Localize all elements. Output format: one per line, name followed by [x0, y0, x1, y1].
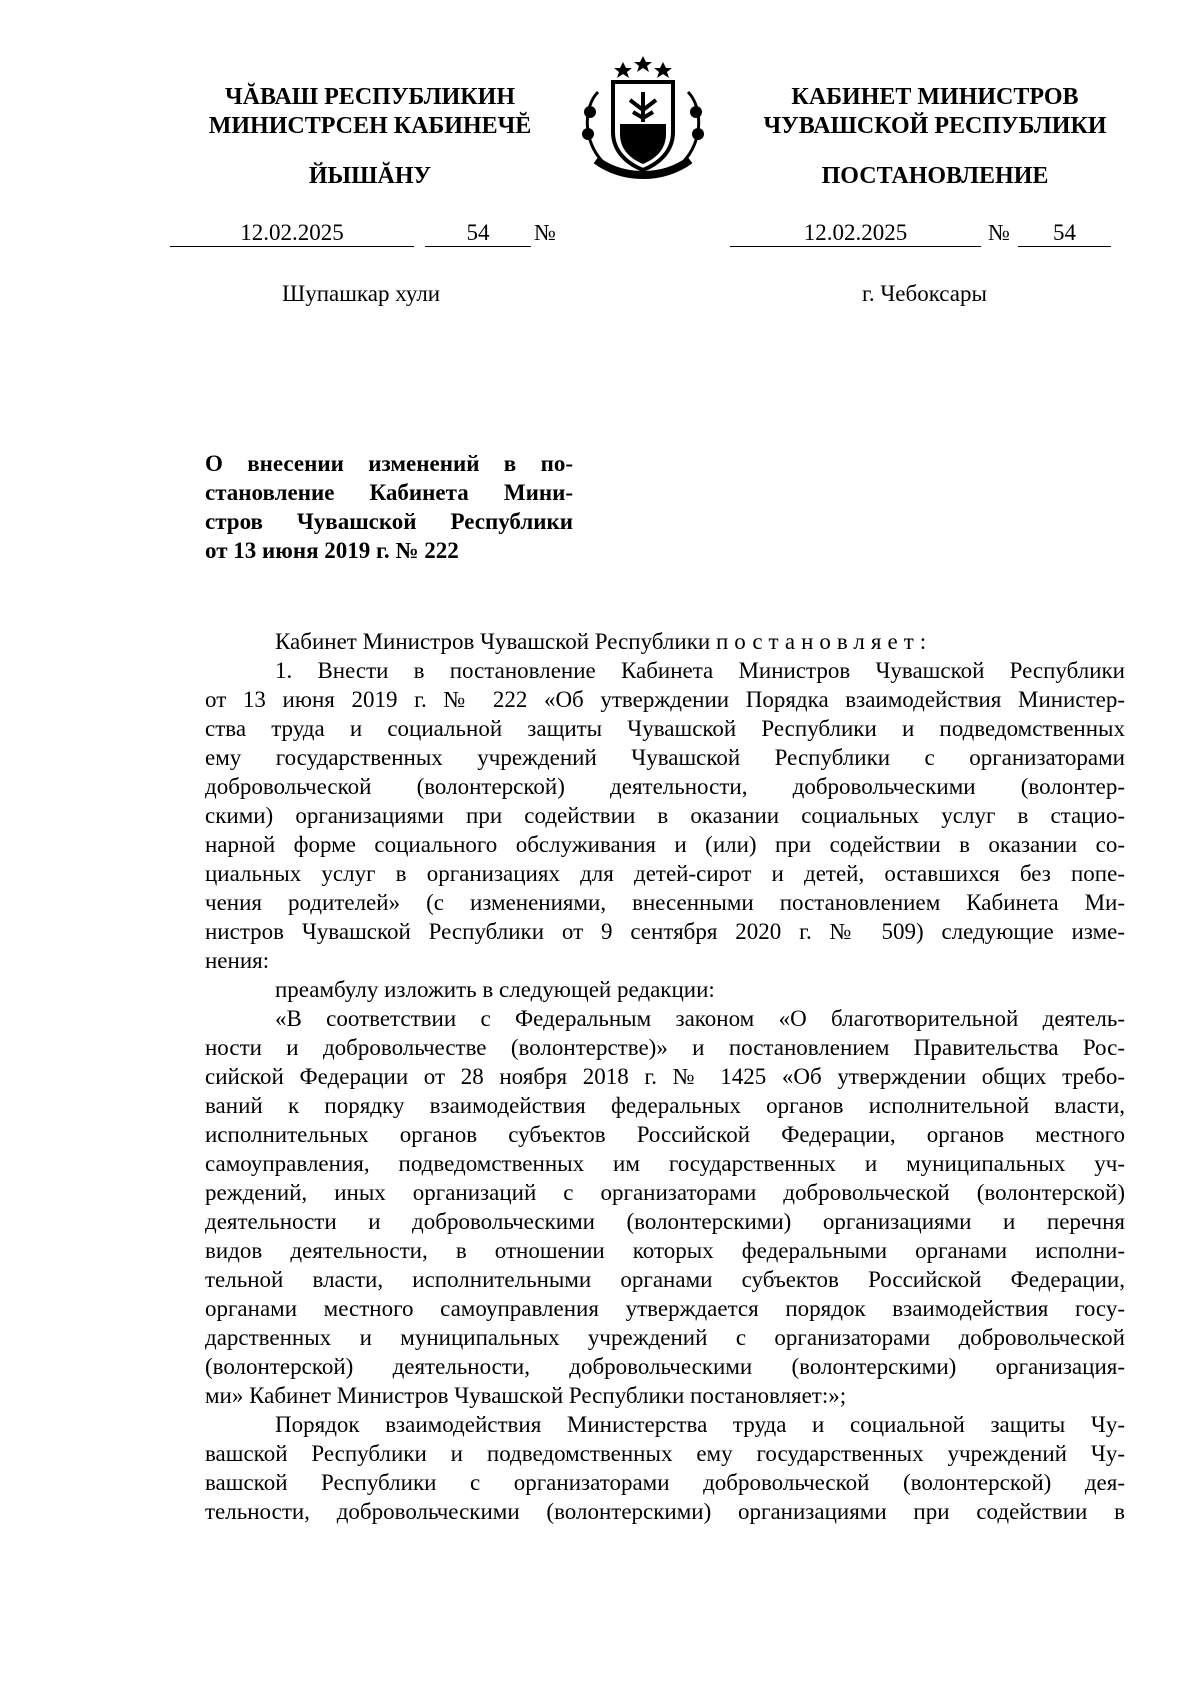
right-org-line-1: КАБИНЕТ МИНИСТРОВ: [791, 84, 1079, 110]
subject-line: от 13 июня 2019 г. № 222: [205, 538, 459, 563]
left-date-field: [170, 220, 414, 248]
intro-text: Кабинет Министров Чувашской Республики: [275, 629, 716, 654]
body-line: видов деятельности, в отношении которых федеральными органами исполни-: [205, 1238, 1125, 1263]
left-number-sign: №: [534, 220, 556, 245]
left-doc-type: ЙЫШĂНУ: [308, 163, 432, 189]
body-line: вашской Республики с организаторами добровольческой (волонтерской) дея-: [205, 1470, 1125, 1495]
body-line: деятельности и добровольческими (волонтерскими) организациями и перечня: [205, 1209, 1125, 1234]
body-line: преамбулу изложить в следующей редакции:: [275, 977, 715, 1002]
left-number-field: [425, 220, 531, 248]
body-line: сийской Федерации от 28 ноября 2018 г. № 1425 «Об утверждении общих требо-: [205, 1064, 1125, 1089]
right-number-field: [1018, 220, 1111, 248]
right-place: г. Чебоксары: [862, 281, 987, 306]
intro-verb: постановляет:: [715, 629, 933, 654]
subject-line: О внесении изменений в по-: [205, 451, 573, 476]
right-number-sign: №: [988, 220, 1010, 245]
body-line: исполнительных органов субъектов Российской Федерации, органов местного: [205, 1122, 1125, 1147]
subject-line: становление Кабинета Мини-: [205, 480, 573, 505]
body-line: ности и добровольчестве (волонтерстве)» и постановлением Правительства Рос-: [205, 1035, 1125, 1060]
right-org-line-2: ЧУВАШСКОЙ РЕСПУБЛИКИ: [763, 113, 1107, 139]
body-line: (волонтерской) деятельности, добровольческими (волонтерскими) организация-: [205, 1354, 1125, 1379]
body-line: ми» Кабинет Министров Чувашской Республики постановляет:»;: [205, 1383, 847, 1408]
left-org-name: [160, 83, 580, 141]
coat-of-arms-emblem: [568, 52, 718, 182]
body-line: нения:: [205, 948, 270, 973]
subject-line: стров Чувашской Республики: [205, 509, 573, 534]
left-date: 12.02.2025: [170, 220, 414, 247]
body-line: ему государственных учреждений Чувашской Республики с организаторами: [205, 745, 1125, 770]
body-line: ства труда и социальной защиты Чувашской Республики и подведомственных: [205, 716, 1125, 741]
body-line: ваний к порядку взаимодействия федеральных органов исполнительной власти,: [205, 1093, 1125, 1118]
body-line: «В соответствии с Федеральным законом «О благотворительной деятель-: [275, 1006, 1125, 1031]
right-number: 54: [1018, 220, 1111, 247]
left-org-line-2: МИНИСТРСЕН КАБИНЕЧĔ: [208, 113, 532, 139]
left-place: Шупашкар хули: [282, 281, 441, 306]
body-line: тельности, добровольческими (волонтерскими) организациями при содействии в: [205, 1499, 1125, 1524]
right-date: 12.02.2025: [730, 220, 981, 247]
right-org-name: [720, 83, 1150, 141]
intro-line: [205, 627, 1125, 656]
document-body: [205, 627, 1125, 1526]
body-line: чения родителей» (с изменениями, внесенными постановлением Кабинета Ми-: [205, 890, 1125, 915]
body-line: 1. Внести в постановление Кабинета Министров Чувашской Республики: [275, 658, 1125, 683]
body-line: циальных услуг в организациях для детей-сирот и детей, оставшихся без попе-: [205, 861, 1125, 886]
body-line: Порядок взаимодействия Министерства труда и социальной защиты Чу-: [275, 1412, 1125, 1437]
body-line: реждений, иных организаций с организаторами добровольческой (волонтерской): [205, 1180, 1125, 1205]
body-line: вашской Республики и подведомственных ему государственных учреждений Чу-: [205, 1441, 1125, 1466]
right-date-field: [730, 220, 981, 248]
body-line: добровольческой (волонтерской) деятельности, добровольческими (волонтер-: [205, 774, 1125, 799]
document-subject: [205, 449, 573, 565]
body-line: нарной форме социального обслуживания и (или) при содействии в оказании со-: [205, 832, 1125, 857]
body-line: самоуправления, подведомственных им государственных и муниципальных уч-: [205, 1151, 1125, 1176]
body-lines: [205, 656, 1125, 1526]
right-doc-type: ПОСТАНОВЛЕНИЕ: [821, 163, 1049, 189]
body-line: органами местного самоуправления утверждается порядок взаимодействия госу-: [205, 1296, 1125, 1321]
body-line: нистров Чувашской Республики от 9 сентября 2020 г. № 509) следующие изме-: [205, 919, 1125, 944]
left-org-line-1: ЧĂВАШ РЕСПУБЛИКИН: [225, 84, 515, 110]
body-line: скими) организациями при содействии в оказании социальных услуг в стацио-: [205, 803, 1125, 828]
body-line: дарственных и муниципальных учреждений с организаторами добровольческой: [205, 1325, 1125, 1350]
body-line: от 13 июня 2019 г. № 222 «Об утверждении Порядка взаимодействия Министер-: [205, 687, 1125, 712]
body-line: тельной власти, исполнительными органами субъектов Российской Федерации,: [205, 1267, 1125, 1292]
left-number: 54: [425, 220, 531, 247]
